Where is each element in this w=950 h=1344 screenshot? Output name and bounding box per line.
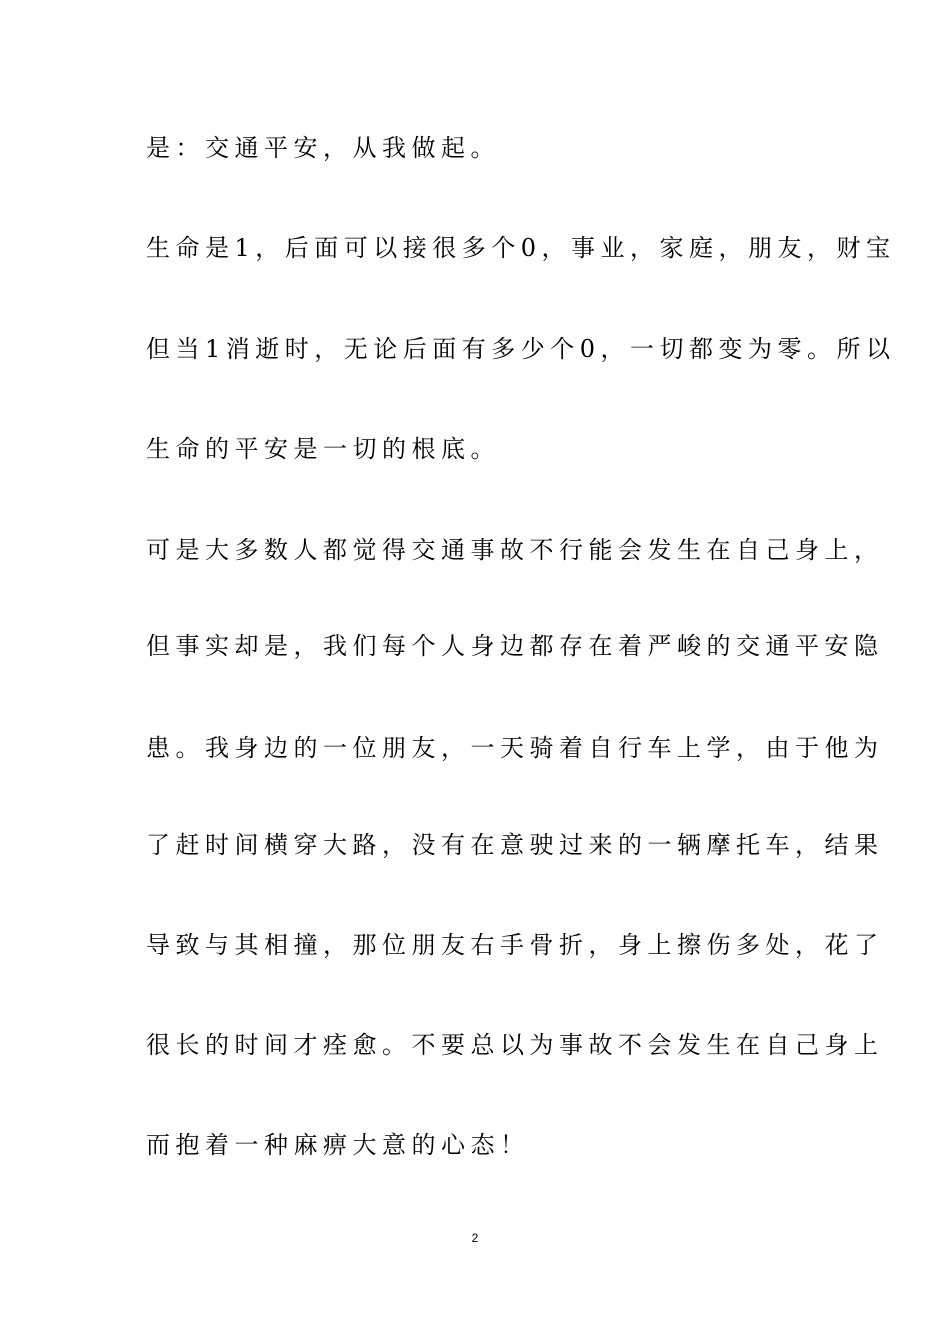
text-line: 但当1消逝时，无论后面有多少个0，一切都变为零。所以 bbox=[146, 335, 896, 363]
text-line: 可是大多数人都觉得交通事故不行能会发生在自己身上， bbox=[146, 536, 884, 564]
text-line: 是：交通平安，从我做起。 bbox=[146, 134, 500, 162]
text-line: 了赶时间横穿大路，没有在意驶过来的一辆摩托车，结果 bbox=[146, 831, 884, 859]
page-number: 2 bbox=[471, 1231, 479, 1245]
text-line: 但事实却是，我们每个人身边都存在着严峻的交通平安隐 bbox=[146, 632, 884, 660]
text-line: 导致与其相撞，那位朋友右手骨折，身上擦伤多处，花了 bbox=[146, 931, 884, 959]
text-line: 生命的平安是一切的根底。 bbox=[146, 435, 500, 463]
text-line: 而抱着一种麻痹大意的心态！ bbox=[146, 1131, 530, 1159]
text-line: 患。我身边的一位朋友，一天骑着自行车上学，由于他为 bbox=[146, 734, 884, 762]
text-line: 生命是1，后面可以接很多个0，事业，家庭，朋友，财宝 bbox=[146, 234, 896, 262]
text-line: 很长的时间才痊愈。不要总以为事故不会发生在自己身上 bbox=[146, 1031, 884, 1059]
